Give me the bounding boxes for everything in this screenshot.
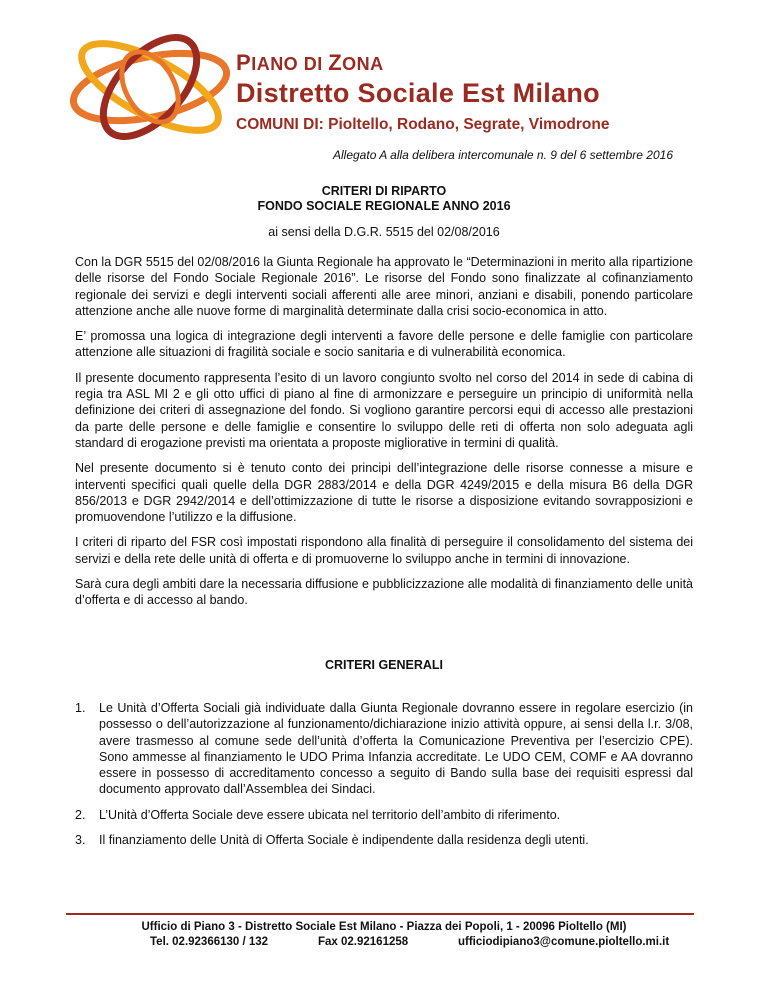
paragraph: E’ promossa una logica di integrazione degli interventi a favore delle persone e delle famiglie con particolare attenzione alle situazioni di fragilità sociale e socio sanitaria e di vulnerabilità economica. (75, 329, 693, 360)
footer-contacts (150, 936, 669, 948)
footer-tel: Tel. 02.92366130 / 132 (150, 936, 269, 948)
list-text: Le Unità d’Offerta Sociali già individuate dalla Giunta Regionale dovranno essere in regolare esercizio (in possesso o dell’autorizzazione al funzionamento/dichiarazione inizio attività oppure, ai sensi della l.r. 3/08, avere trasmesso al comune sede dell’unità d’offerta la Comunicazione Preventiva per l’esercizio CPE). Sono ammesse al finanziamento le UDO Prima Infanzia accreditate. Le UDO CEM, COMF e AA dovranno essere in possesso di accreditamento concesso a seguito di Bando sulla base dei requisiti espressi dal documento approvato dall’Assemblea dei Sindaci. (99, 701, 693, 797)
doc-title-line2: FONDO SOCIALE REGIONALE ANNO 2016 (257, 199, 511, 213)
list-number: 3. (75, 833, 86, 848)
paragraph: I criteri di riparto del FSR così impostati rispondono alla finalità di perseguire il consolidamento del sistema dei servizi e della rete delle unità di offerta e di promuoverne lo sviluppo anche in termini di innovazione. (75, 535, 693, 566)
list-item (75, 832, 693, 848)
allegato-note: Allegato A alla delibera intercomunale n. 9 del 6 settembre 2016 (333, 148, 673, 162)
paragraph: Sarà cura degli ambiti dare la necessaria diffusione e pubblicizzazione alle modalità di finanziamento delle unità d’offerta e di accesso al bando. (75, 577, 693, 608)
list-number: 2. (75, 807, 86, 822)
footer-fax: Fax 02.92161258 (318, 936, 409, 948)
list-item (75, 807, 693, 823)
footer-address: Ufficio di Piano 3 - Distretto Sociale Est Milano - Piazza dei Popoli, 1 - 20096 Pioltello (MI) (141, 921, 627, 933)
section-title: CRITERI GENERALI (324, 658, 444, 672)
list-number: 1. (75, 701, 86, 715)
footer-divider (66, 913, 694, 915)
paragraph: Con la DGR 5515 del 02/08/2016 la Giunta Regionale ha approvato le “Determinazioni in merito alla ripartizione delle risorse del Fondo Sociale Regionale 2016”. Le risorse del Fondo sono finalizzate al cofinanziamento regionale dei servizi e degli interventi sociali afferenti alle aree minori, anziani e disabili, ponendo particolare attenzione anche alle nuove forme di marginalità determinate dalla crisi socio-economica in atto. (75, 255, 693, 318)
header-comuni: COMUNI DI: Pioltello, Rodano, Segrate, Vimodrone (236, 116, 610, 133)
piano-di-zona-logo (66, 32, 234, 142)
doc-subtitle: ai sensi della D.G.R. 5515 del 02/08/2016 (268, 225, 500, 239)
footer-email[interactable]: ufficiodipiano3@comune.pioltello.mi.it (458, 936, 670, 948)
criteria-list (75, 700, 693, 857)
paragraph: Il presente documento rappresenta l’esito di un lavoro congiunto svolto nel corso del 2014 in sede di cabina di regia tra ASL MI 2 e gli otto uffici di piano al fine di armonizzare e perseguire un principio di uniformità nella definizione dei criteri di assegnazione del fondo. Si vogliono garantire percorsi equi di accesso alle prestazioni da parte delle persone e delle famiglie e consentire lo sviluppo delle reti di offerta non solo adeguata agli standard di erogazione previsti ma orientata a proposte migliorative in termini di qualità. (75, 370, 693, 450)
paragraph: Nel presente documento si è tenuto conto dei principi dell’integrazione delle risorse connesse a misure e interventi specifici quali quelle della DGR 2883/2014 e della DGR 4249/2015 e della misura B6 della DGR 856/2013 e DGR 2942/2014 e dell’ottimizzazione di tutte le risorse a disposizione evitando sovrapposizioni e promuovendone l’utilizzo e la diffusione. (75, 461, 693, 525)
header-piano-di-zona: PIANO DI ZONA (236, 50, 384, 75)
header-distretto: Distretto Sociale Est Milano (236, 78, 600, 108)
list-text: Il finanziamento delle Unità di Offerta Sociale è indipendente dalla residenza degli utenti. (99, 833, 589, 848)
list-text: L’Unità d’Offerta Sociale deve essere ubicata nel territorio dell’ambito di riferimento. (99, 807, 561, 822)
doc-title-line1: CRITERI DI RIPARTO (321, 184, 447, 198)
body-paragraphs (75, 254, 693, 618)
list-item (75, 700, 693, 798)
